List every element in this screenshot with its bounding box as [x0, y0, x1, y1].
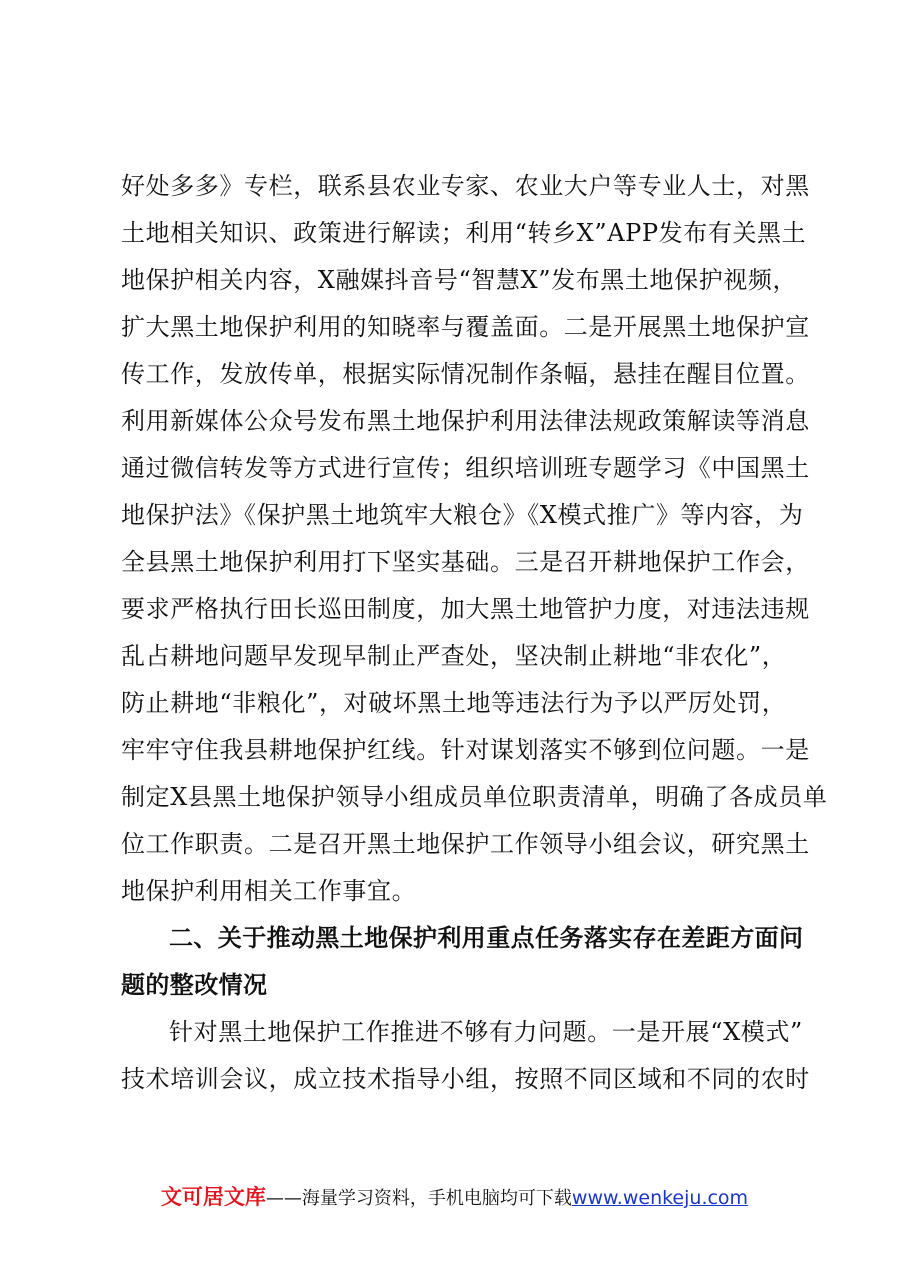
footer-tagline: ——海量学习资料，手机电脑均可下载 — [265, 1188, 572, 1209]
heading-line: 题的整改情况 — [121, 971, 268, 999]
document-body — [121, 163, 828, 1103]
text-line: 全县黑土地保护利用打下坚实基础。三是召开耕地保护工作会， — [121, 548, 810, 576]
text-line: 乱占耕地问题早发现早制止严查处，坚决制止耕地“非农化”， — [121, 642, 787, 670]
footer-website-link[interactable]: www.wenkeju.com — [571, 1187, 749, 1209]
heading-line: 二、关于推动黑土地保护利用重点任务落实存在差距方面问 — [169, 924, 804, 952]
text-line: 针对黑土地保护工作推进不够有力问题。一是开展“X模式” — [169, 1018, 803, 1046]
text-line: 利用新媒体公众号发布黑土地保护利用法律法规政策解读等消息 — [121, 407, 810, 435]
text-line: 通过微信转发等方式进行宣传；组织培训班专题学习《中国黑土 — [121, 454, 810, 482]
text-line: 位工作职责。二是召开黑土地保护工作领导小组会议，研究黑土 — [121, 830, 810, 858]
text-line: 地保护法》《保护黑土地筑牢大粮仓》《X模式推广》等内容，为 — [121, 501, 804, 529]
text-line: 要求严格执行田长巡田制度，加大黑土地管护力度，对违法违规 — [121, 595, 810, 623]
text-line: 土地相关知识、政策进行解读；利用“转乡X”APP发布有关黑土 — [121, 219, 807, 247]
text-line: 地保护利用相关工作事宜。 — [121, 877, 417, 905]
text-line: 地保护相关内容，X融媒抖音号“智慧X”发布黑土地保护视频， — [121, 266, 798, 294]
text-line: 制定X县黑土地保护领导小组成员单位职责清单，明确了各成员单 — [121, 783, 828, 811]
footer-brand: 文可居文库 — [160, 1185, 266, 1209]
text-line: 好处多多》专栏，联系县农业专家、农业大户等专业人士，对黑 — [121, 172, 810, 200]
text-line: 防止耕地“非粮化”，对破坏黑土地等违法行为予以严厉处罚， — [121, 689, 787, 717]
text-line: 技术培训会议，成立技术指导小组，按照不同区域和不同的农时 — [121, 1065, 810, 1093]
text-line: 扩大黑土地保护利用的知晓率与覆盖面。二是开展黑土地保护宣 — [121, 313, 810, 341]
section-heading — [121, 915, 821, 1009]
text-line: 牢牢守住我县耕地保护红线。针对谋划落实不够到位问题。一是 — [121, 736, 810, 764]
text-line: 传工作，发放传单，根据实际情况制作条幅，悬挂在醒目位置。 — [121, 360, 810, 388]
paragraph-2 — [121, 1009, 821, 1103]
page-footer — [0, 1181, 909, 1211]
paragraph-1 — [121, 163, 828, 915]
